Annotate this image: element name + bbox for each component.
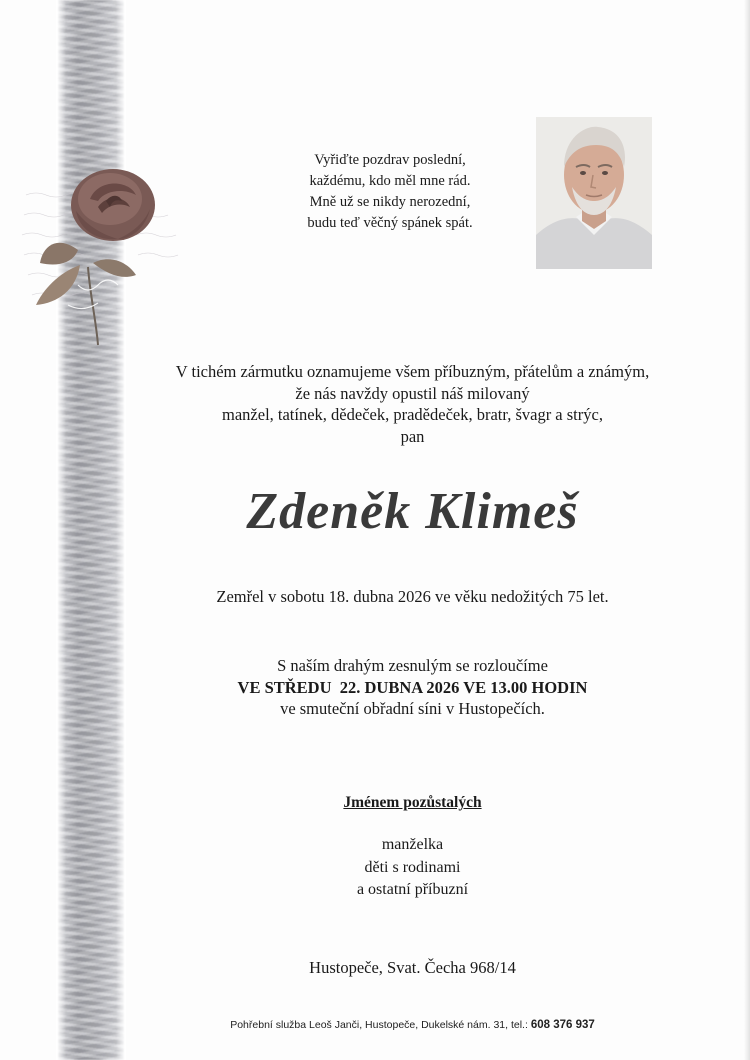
poem-line: každému, kdo měl mne rád. — [309, 173, 471, 189]
announcement-line: že nás navždy opustil náš milovaný — [295, 383, 530, 403]
family-address: Hustopeče, Svat. Čecha 968/14 — [309, 958, 516, 977]
rose-icon — [18, 155, 188, 355]
poem-line: Vyřiďte pozdrav poslední, — [314, 152, 466, 168]
ceremony-line: S naším drahým zesnulým se rozloučíme — [277, 656, 548, 675]
portrait-image — [536, 117, 652, 269]
ceremony-date: VE STŘEDU 22. DUBNA 2026 VE 13.00 HODIN — [237, 677, 588, 697]
survivor-item: a ostatní příbuzní — [356, 881, 469, 898]
announcement-line: pan — [400, 426, 425, 446]
survivors-list — [150, 834, 675, 902]
announcement-text — [150, 361, 675, 447]
portrait-photo — [536, 117, 652, 269]
poem-line: Mně už se nikdy nerozední, — [309, 194, 471, 210]
announcement-line: manžel, tatínek, dědeček, pradědeček, bratr, švagr a strýc, — [222, 405, 603, 424]
funeral-service-text: Pohřební služba Leoš Janči, Hustopeče, Dukelské nám. 31, tel.: — [230, 1019, 528, 1031]
survivor-item: manželka — [381, 836, 444, 853]
poem-line: budu teď věčný spánek spát. — [307, 215, 473, 231]
survivor-item: děti s rodinami — [364, 858, 461, 876]
funeral-service-phone: 608 376 937 — [530, 1019, 595, 1031]
announcement-line: V tichém zármutku oznamujeme všem příbuzným, přátelům a známým, — [175, 362, 650, 381]
on-behalf-heading: Jménem pozůstalých — [343, 794, 482, 811]
funeral-service-footer — [150, 1019, 675, 1031]
deceased-name: Zdeněk Klimeš — [246, 483, 579, 540]
ceremony-place: ve smuteční obřadní síni v Hustopečích. — [280, 699, 545, 718]
death-info: Zemřel v sobotu 18. dubna 2026 ve věku nedožitých 75 let. — [216, 587, 609, 606]
memorial-poem — [240, 150, 540, 234]
ceremony-info — [150, 655, 675, 720]
